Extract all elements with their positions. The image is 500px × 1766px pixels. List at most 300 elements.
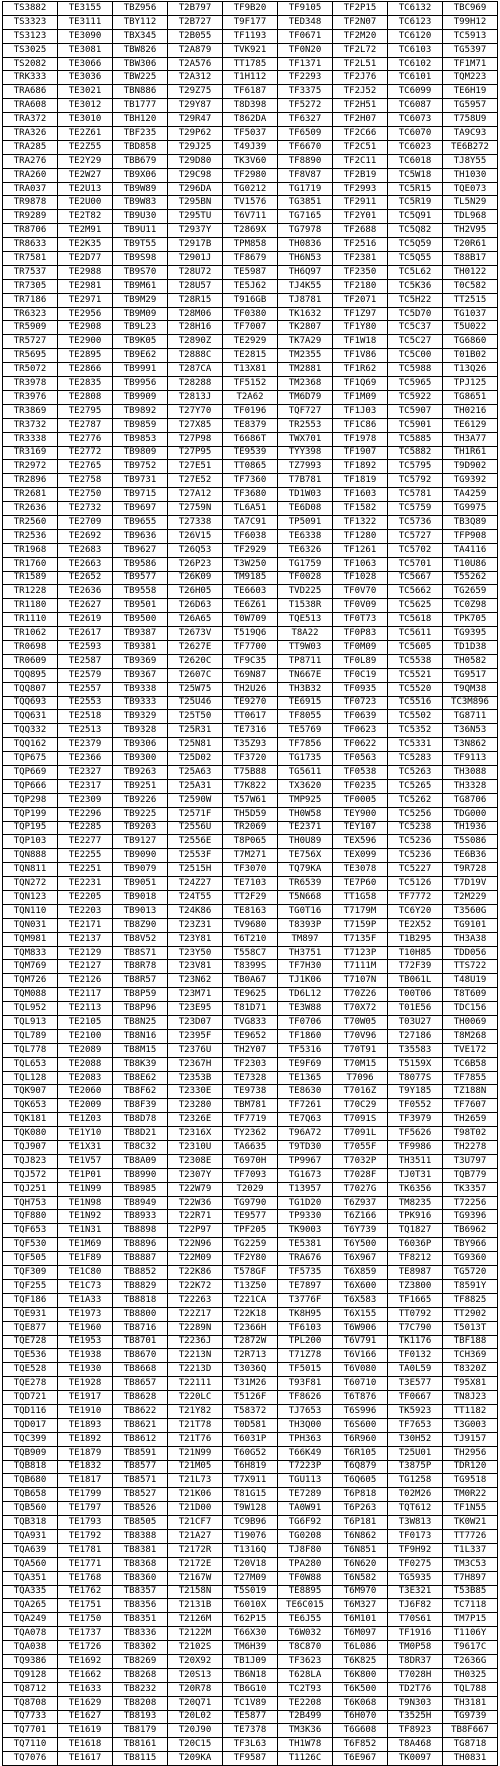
table-cell: TF9C35 xyxy=(223,654,278,668)
table-row xyxy=(3,1293,498,1307)
table-row xyxy=(3,1029,498,1043)
table-cell: T6R960 xyxy=(333,1432,388,1446)
table-cell: TQE513 xyxy=(278,613,333,627)
table-cell: TE3012 xyxy=(58,99,113,113)
table-row xyxy=(3,1529,498,1543)
table-cell: TC5792 xyxy=(388,474,443,488)
table-row xyxy=(3,182,498,196)
table-cell: TC5227 xyxy=(388,863,443,877)
table-cell: T6031P xyxy=(223,1432,278,1446)
table-cell: TF0M09 xyxy=(333,640,388,654)
table-cell: TE8163 xyxy=(223,904,278,918)
table-cell: TR7305 xyxy=(3,279,58,293)
table-cell: TB9715 xyxy=(113,488,168,502)
table-cell: TE2895 xyxy=(58,349,113,363)
table-cell: TE9F69 xyxy=(278,1057,333,1071)
table-cell: T27M09 xyxy=(223,1571,278,1585)
table-row xyxy=(3,404,498,418)
table-cell: T6Q879 xyxy=(333,1460,388,1474)
table-cell: TC6070 xyxy=(388,127,443,141)
table-cell: T8A468 xyxy=(388,1738,443,1752)
table-cell: TH0216 xyxy=(443,404,498,418)
table-cell: TCH369 xyxy=(443,1349,498,1363)
table-cell: TF3623 xyxy=(278,1654,333,1668)
table-cell: TT7726 xyxy=(443,1529,498,1543)
table-cell: T9D902 xyxy=(443,460,498,474)
table-cell: TF2980 xyxy=(223,168,278,182)
table-cell: TE2587 xyxy=(58,654,113,668)
table-cell: TH1R61 xyxy=(443,446,498,460)
table-cell: TB9627 xyxy=(113,543,168,557)
table-cell: TVD225 xyxy=(278,585,333,599)
table-cell: TG9975 xyxy=(443,502,498,516)
table-cell: TB9655 xyxy=(113,515,168,529)
table-cell: TG8718 xyxy=(443,1738,498,1752)
table-cell: TQ7110 xyxy=(3,1738,58,1752)
table-cell: TC5Q91 xyxy=(388,210,443,224)
table-cell: TF0622 xyxy=(333,738,388,752)
table-cell: T20V18 xyxy=(223,1557,278,1571)
table-cell: TF1W18 xyxy=(333,335,388,349)
table-row xyxy=(3,1238,498,1252)
table-cell: T88B17 xyxy=(443,252,498,266)
table-cell: T6W906 xyxy=(333,1321,388,1335)
table-cell: TF1907 xyxy=(333,446,388,460)
table-cell: TC5238 xyxy=(388,821,443,835)
code-table xyxy=(2,1,498,1766)
table-cell: T20X92 xyxy=(168,1654,223,1668)
table-cell: TM9185 xyxy=(223,571,278,585)
table-cell: T70X72 xyxy=(333,1002,388,1016)
table-cell: TB6N18 xyxy=(223,1668,278,1682)
table-cell: TC5516 xyxy=(388,696,443,710)
table-cell: TE2758 xyxy=(58,474,113,488)
table-cell: TF5272 xyxy=(278,99,333,113)
table-row xyxy=(3,821,498,835)
table-cell: TZ3800 xyxy=(388,1279,443,1293)
table-row xyxy=(3,557,498,571)
table-cell: TE1762 xyxy=(58,1585,113,1599)
table-cell: T9R728 xyxy=(443,863,498,877)
table-cell: TE2929 xyxy=(223,335,278,349)
table-cell: TT0865 xyxy=(223,460,278,474)
table-cell: T99H12 xyxy=(443,15,498,29)
table-cell: TE7289 xyxy=(278,1488,333,1502)
table-cell: T6F852 xyxy=(333,1738,388,1752)
table-cell: TF0N20 xyxy=(278,43,333,57)
table-cell: TJ8F80 xyxy=(278,1543,333,1557)
table-cell: TH3088 xyxy=(443,765,498,779)
table-cell: TB8P96 xyxy=(113,1002,168,1016)
table-cell: TG8711 xyxy=(443,710,498,724)
table-cell: TK1632 xyxy=(278,307,333,321)
table-cell: T296DA xyxy=(168,182,223,196)
table-cell: TC5702 xyxy=(388,543,443,557)
table-cell: TQL952 xyxy=(3,1002,58,1016)
table-cell: TJ8781 xyxy=(278,293,333,307)
table-cell: T93F81 xyxy=(278,1377,333,1391)
table-cell: TB8115 xyxy=(113,1752,168,1766)
table-cell: TF0563 xyxy=(333,752,388,766)
table-cell: T862DA xyxy=(223,113,278,127)
table-cell: T6S600 xyxy=(333,1418,388,1432)
table-row xyxy=(3,779,498,793)
table-row xyxy=(3,1654,498,1668)
table-row xyxy=(3,1127,498,1141)
table-cell: TB8701 xyxy=(113,1335,168,1349)
table-cell: TQF727 xyxy=(278,404,333,418)
table-cell: T26Q53 xyxy=(168,543,223,557)
table-cell: TK0097 xyxy=(388,1752,443,1766)
table-cell: TC5736 xyxy=(388,515,443,529)
table-cell: TG8706 xyxy=(443,793,498,807)
table-cell: TE2692 xyxy=(58,529,113,543)
table-cell: TB8351 xyxy=(113,1613,168,1627)
table-cell: T287CA xyxy=(168,363,223,377)
table-cell: TF2303 xyxy=(223,1057,278,1071)
table-cell: T26D63 xyxy=(168,599,223,613)
table-cell: T96A72 xyxy=(278,1127,333,1141)
table-cell: TBC969 xyxy=(443,2,498,16)
table-cell: TC5256 xyxy=(388,807,443,821)
table-cell: T6970H xyxy=(223,1154,278,1168)
table-cell: TG5957 xyxy=(443,99,498,113)
table-row xyxy=(3,127,498,141)
table-cell: TB9558 xyxy=(113,585,168,599)
table-cell: TH3B32 xyxy=(278,682,333,696)
table-cell: T8M268 xyxy=(443,1029,498,1043)
table-cell: TQA038 xyxy=(3,1641,58,1655)
table-cell: TF1916 xyxy=(388,1627,443,1641)
table-cell: T49J39 xyxy=(223,140,278,154)
table-cell: TBY966 xyxy=(443,1238,498,1252)
table-cell: TF0538 xyxy=(333,765,388,779)
table-cell: T628LA xyxy=(278,1668,333,1682)
table-cell: TE1C80 xyxy=(58,1266,113,1280)
table-row xyxy=(3,1557,498,1571)
table-cell: TF2N07 xyxy=(333,15,388,29)
table-cell: TF7607 xyxy=(443,1099,498,1113)
table-cell: TE1C73 xyxy=(58,1279,113,1293)
table-cell: T6N620 xyxy=(333,1557,388,1571)
table-cell: T3E577 xyxy=(388,1377,443,1391)
table-cell: TR7537 xyxy=(3,265,58,279)
table-cell: T6Q605 xyxy=(333,1474,388,1488)
table-cell: TBB679 xyxy=(113,154,168,168)
table-cell: T29Z75 xyxy=(168,85,223,99)
table-cell: TF2M20 xyxy=(333,29,388,43)
table-cell: TB8670 xyxy=(113,1349,168,1363)
table-cell: TE1P01 xyxy=(58,1168,113,1182)
table-cell: TB8S71 xyxy=(113,946,168,960)
table-row xyxy=(3,1724,498,1738)
table-cell: TM897 xyxy=(278,932,333,946)
table-cell: T22K18 xyxy=(223,1307,278,1321)
table-cell: TQL789 xyxy=(3,1029,58,1043)
table-cell: TE2Z61 xyxy=(58,127,113,141)
table-cell: T27Y70 xyxy=(168,404,223,418)
table-cell: TE1879 xyxy=(58,1446,113,1460)
table-row xyxy=(3,1252,498,1266)
table-cell: TM8235 xyxy=(388,1196,443,1210)
table-cell: TRA037 xyxy=(3,182,58,196)
table-cell: TE7316 xyxy=(223,724,278,738)
table-cell: TB9306 xyxy=(113,738,168,752)
table-cell: TF2P15 xyxy=(333,2,388,16)
table-cell: TC5L62 xyxy=(388,265,443,279)
table-cell: TC5965 xyxy=(388,377,443,391)
table-cell: TC9B96 xyxy=(223,1516,278,1530)
table-cell: T3525H xyxy=(388,1710,443,1724)
table-cell: T7M271 xyxy=(223,849,278,863)
table-row xyxy=(3,752,498,766)
table-cell: TE9539 xyxy=(223,446,278,460)
table-cell: TRA285 xyxy=(3,140,58,154)
table-row xyxy=(3,710,498,724)
table-cell: T55262 xyxy=(443,571,498,585)
table-cell: TT2F29 xyxy=(223,891,278,905)
table-cell: TR3978 xyxy=(3,377,58,391)
table-cell: TB9636 xyxy=(113,529,168,543)
table-cell: TQN123 xyxy=(3,891,58,905)
table-cell: TQL778 xyxy=(3,1043,58,1057)
table-cell: TC5R15 xyxy=(388,182,443,196)
table-cell: T295TU xyxy=(168,210,223,224)
table-cell: TQL653 xyxy=(3,1057,58,1071)
table-row xyxy=(3,224,498,238)
table-cell: TQL788 xyxy=(443,1682,498,1696)
table-cell: TF1Q69 xyxy=(333,377,388,391)
table-cell: TF5037 xyxy=(223,127,278,141)
table-cell: T21M05 xyxy=(168,1460,223,1474)
table-cell: TA0W91 xyxy=(278,1502,333,1516)
table-cell: TB9369 xyxy=(113,654,168,668)
table-cell: T5N668 xyxy=(278,891,333,905)
table-row xyxy=(3,1696,498,1710)
table-row xyxy=(3,43,498,57)
table-cell: TF2C66 xyxy=(333,127,388,141)
table-cell: TF9587 xyxy=(223,1752,278,1766)
table-cell: TB8818 xyxy=(113,1293,168,1307)
table-cell: TG8651 xyxy=(443,390,498,404)
table-cell: TE2683 xyxy=(58,543,113,557)
table-cell: TE2K35 xyxy=(58,238,113,252)
table-cell: TB8357 xyxy=(113,1585,168,1599)
table-cell: TB9697 xyxy=(113,502,168,516)
table-cell: TVE172 xyxy=(443,1043,498,1057)
table-row xyxy=(3,918,498,932)
table-cell: TDG000 xyxy=(443,807,498,821)
table-cell: TC6102 xyxy=(388,57,443,71)
table-row xyxy=(3,1266,498,1280)
table-cell: T13X81 xyxy=(223,363,278,377)
table-cell: T6R105 xyxy=(333,1446,388,1460)
code-table-body xyxy=(3,2,498,1766)
table-cell: TF7855 xyxy=(443,1071,498,1085)
table-cell: TG2659 xyxy=(443,585,498,599)
table-cell: TE2296 xyxy=(58,807,113,821)
table-cell: T2M229 xyxy=(443,891,498,905)
table-row xyxy=(3,265,498,279)
table-cell: TQP199 xyxy=(3,807,58,821)
table-cell: T2308E xyxy=(168,1154,223,1168)
table-cell: TB9L23 xyxy=(113,321,168,335)
table-cell: T6N582 xyxy=(333,1571,388,1585)
table-cell: T21N99 xyxy=(168,1446,223,1460)
table-cell: TE2317 xyxy=(58,779,113,793)
table-row xyxy=(3,1182,498,1196)
table-cell: T2289N xyxy=(168,1321,223,1335)
table-row xyxy=(3,613,498,627)
table-cell: T28U57 xyxy=(168,279,223,293)
table-cell: T21Y82 xyxy=(168,1404,223,1418)
table-cell: TC5611 xyxy=(388,627,443,641)
table-cell: T6M101 xyxy=(333,1613,388,1627)
table-cell: TB8N25 xyxy=(113,1016,168,1030)
table-cell: TB8302 xyxy=(113,1641,168,1655)
table-cell: TF2993 xyxy=(333,182,388,196)
table-cell: TQE278 xyxy=(3,1377,58,1391)
table-row xyxy=(3,1738,498,1752)
table-cell: TE1Z03 xyxy=(58,1113,113,1127)
table-row xyxy=(3,960,498,974)
table-cell: TE2089 xyxy=(58,1043,113,1057)
table-cell: TE2W27 xyxy=(58,168,113,182)
table-cell: T7K822 xyxy=(223,779,278,793)
table-cell: TC5K36 xyxy=(388,279,443,293)
table-cell: TQJ251 xyxy=(3,1182,58,1196)
table-cell: T6M327 xyxy=(333,1599,388,1613)
table-cell: T23280 xyxy=(168,1099,223,1113)
table-cell: TG6F92 xyxy=(278,1516,333,1530)
table-cell: TPH363 xyxy=(278,1432,333,1446)
table-cell: TF1Y80 xyxy=(333,321,388,335)
table-cell: TF8626 xyxy=(278,1391,333,1405)
table-row xyxy=(3,738,498,752)
table-cell: TR1589 xyxy=(3,571,58,585)
table-cell: TPJ125 xyxy=(443,377,498,391)
table-cell: TC5701 xyxy=(388,557,443,571)
table-row xyxy=(3,335,498,349)
table-cell: TE2129 xyxy=(58,946,113,960)
table-cell: TPK916 xyxy=(388,1210,443,1224)
table-cell: T6X155 xyxy=(333,1307,388,1321)
table-cell: T28288 xyxy=(168,377,223,391)
table-cell: T2890Z xyxy=(168,335,223,349)
table-cell: T27X85 xyxy=(168,418,223,432)
table-cell: TM3C53 xyxy=(443,1557,498,1571)
table-cell: TE2518 xyxy=(58,710,113,724)
table-row xyxy=(3,1502,498,1516)
table-cell: TH5D59 xyxy=(223,807,278,821)
table-cell: TF1371 xyxy=(278,57,333,71)
table-cell: TB061L xyxy=(388,974,443,988)
table-cell: T23Y81 xyxy=(168,932,223,946)
table-cell: TH2659 xyxy=(443,1113,498,1127)
table-cell: T2310U xyxy=(168,1141,223,1155)
table-cell: T21T76 xyxy=(168,1432,223,1446)
table-cell: TE8987 xyxy=(388,1266,443,1280)
table-cell: T295BN xyxy=(168,196,223,210)
table-cell: TF5735 xyxy=(278,1266,333,1280)
table-cell: T13Z50 xyxy=(223,1279,278,1293)
table-cell: TE7378 xyxy=(223,1724,278,1738)
table-cell: TB9387 xyxy=(113,627,168,641)
table-cell: TR3869 xyxy=(3,404,58,418)
table-row xyxy=(3,377,498,391)
table-cell: TE1799 xyxy=(58,1488,113,1502)
table-cell: TQ1827 xyxy=(388,1224,443,1238)
table-cell: T21L73 xyxy=(168,1474,223,1488)
table-row xyxy=(3,1363,498,1377)
table-cell: TC5922 xyxy=(388,390,443,404)
table-cell: TRA608 xyxy=(3,99,58,113)
table-cell: TB9251 xyxy=(113,779,168,793)
table-cell: T7123P xyxy=(333,946,388,960)
table-cell: TQB680 xyxy=(3,1474,58,1488)
table-cell: TE1N92 xyxy=(58,1210,113,1224)
table-cell: TF2J52 xyxy=(333,85,388,99)
table-cell: TH0122 xyxy=(443,265,498,279)
table-cell: TF0028 xyxy=(278,571,333,585)
table-cell: T48U19 xyxy=(443,974,498,988)
table-cell: TB9226 xyxy=(113,793,168,807)
table-cell: TBM781 xyxy=(223,1099,278,1113)
table-cell: TYY398 xyxy=(278,446,333,460)
table-cell: TE2100 xyxy=(58,1029,113,1043)
table-cell: T2937Y xyxy=(168,224,223,238)
table-cell: TE2Z55 xyxy=(58,140,113,154)
table-cell: TC6103 xyxy=(388,43,443,57)
table-cell: TE2908 xyxy=(58,321,113,335)
table-cell: TJ0T31 xyxy=(388,1168,443,1182)
table-cell: TF2C11 xyxy=(333,154,388,168)
table-cell: TQM088 xyxy=(3,988,58,1002)
table-row xyxy=(3,1627,498,1641)
table-cell: TF7856 xyxy=(278,738,333,752)
table-cell: TE2619 xyxy=(58,613,113,627)
table-cell: TC5988 xyxy=(388,363,443,377)
table-row xyxy=(3,57,498,71)
table-cell: TBF188 xyxy=(443,1335,498,1349)
table-cell: T23Z31 xyxy=(168,918,223,932)
table-cell: TH0831 xyxy=(443,1752,498,1766)
table-row xyxy=(3,1154,498,1168)
table-cell: TP5091 xyxy=(278,515,333,529)
table-cell: T7091S xyxy=(333,1113,388,1127)
table-cell: T6X583 xyxy=(333,1293,388,1307)
table-cell: T2571F xyxy=(168,807,223,821)
table-cell: TC5C37 xyxy=(388,321,443,335)
table-cell: TE2765 xyxy=(58,460,113,474)
table-cell: TC6023 xyxy=(388,140,443,154)
table-cell: TDR120 xyxy=(443,1460,498,1474)
table-cell: TT2515 xyxy=(443,293,498,307)
table-row xyxy=(3,293,498,307)
table-cell: T7096 xyxy=(333,1071,388,1085)
table-cell: TF0V70 xyxy=(333,585,388,599)
table-cell: TR8706 xyxy=(3,224,58,238)
table-cell: T6Y500 xyxy=(333,1238,388,1252)
table-cell: TR3732 xyxy=(3,418,58,432)
table-cell: T26K09 xyxy=(168,571,223,585)
table-row xyxy=(3,1460,498,1474)
table-cell: TX3620 xyxy=(278,779,333,793)
table-cell: TC6018 xyxy=(388,154,443,168)
table-cell: TB8896 xyxy=(113,1238,168,1252)
table-cell: TR1760 xyxy=(3,557,58,571)
table-cell: TQA639 xyxy=(3,1543,58,1557)
